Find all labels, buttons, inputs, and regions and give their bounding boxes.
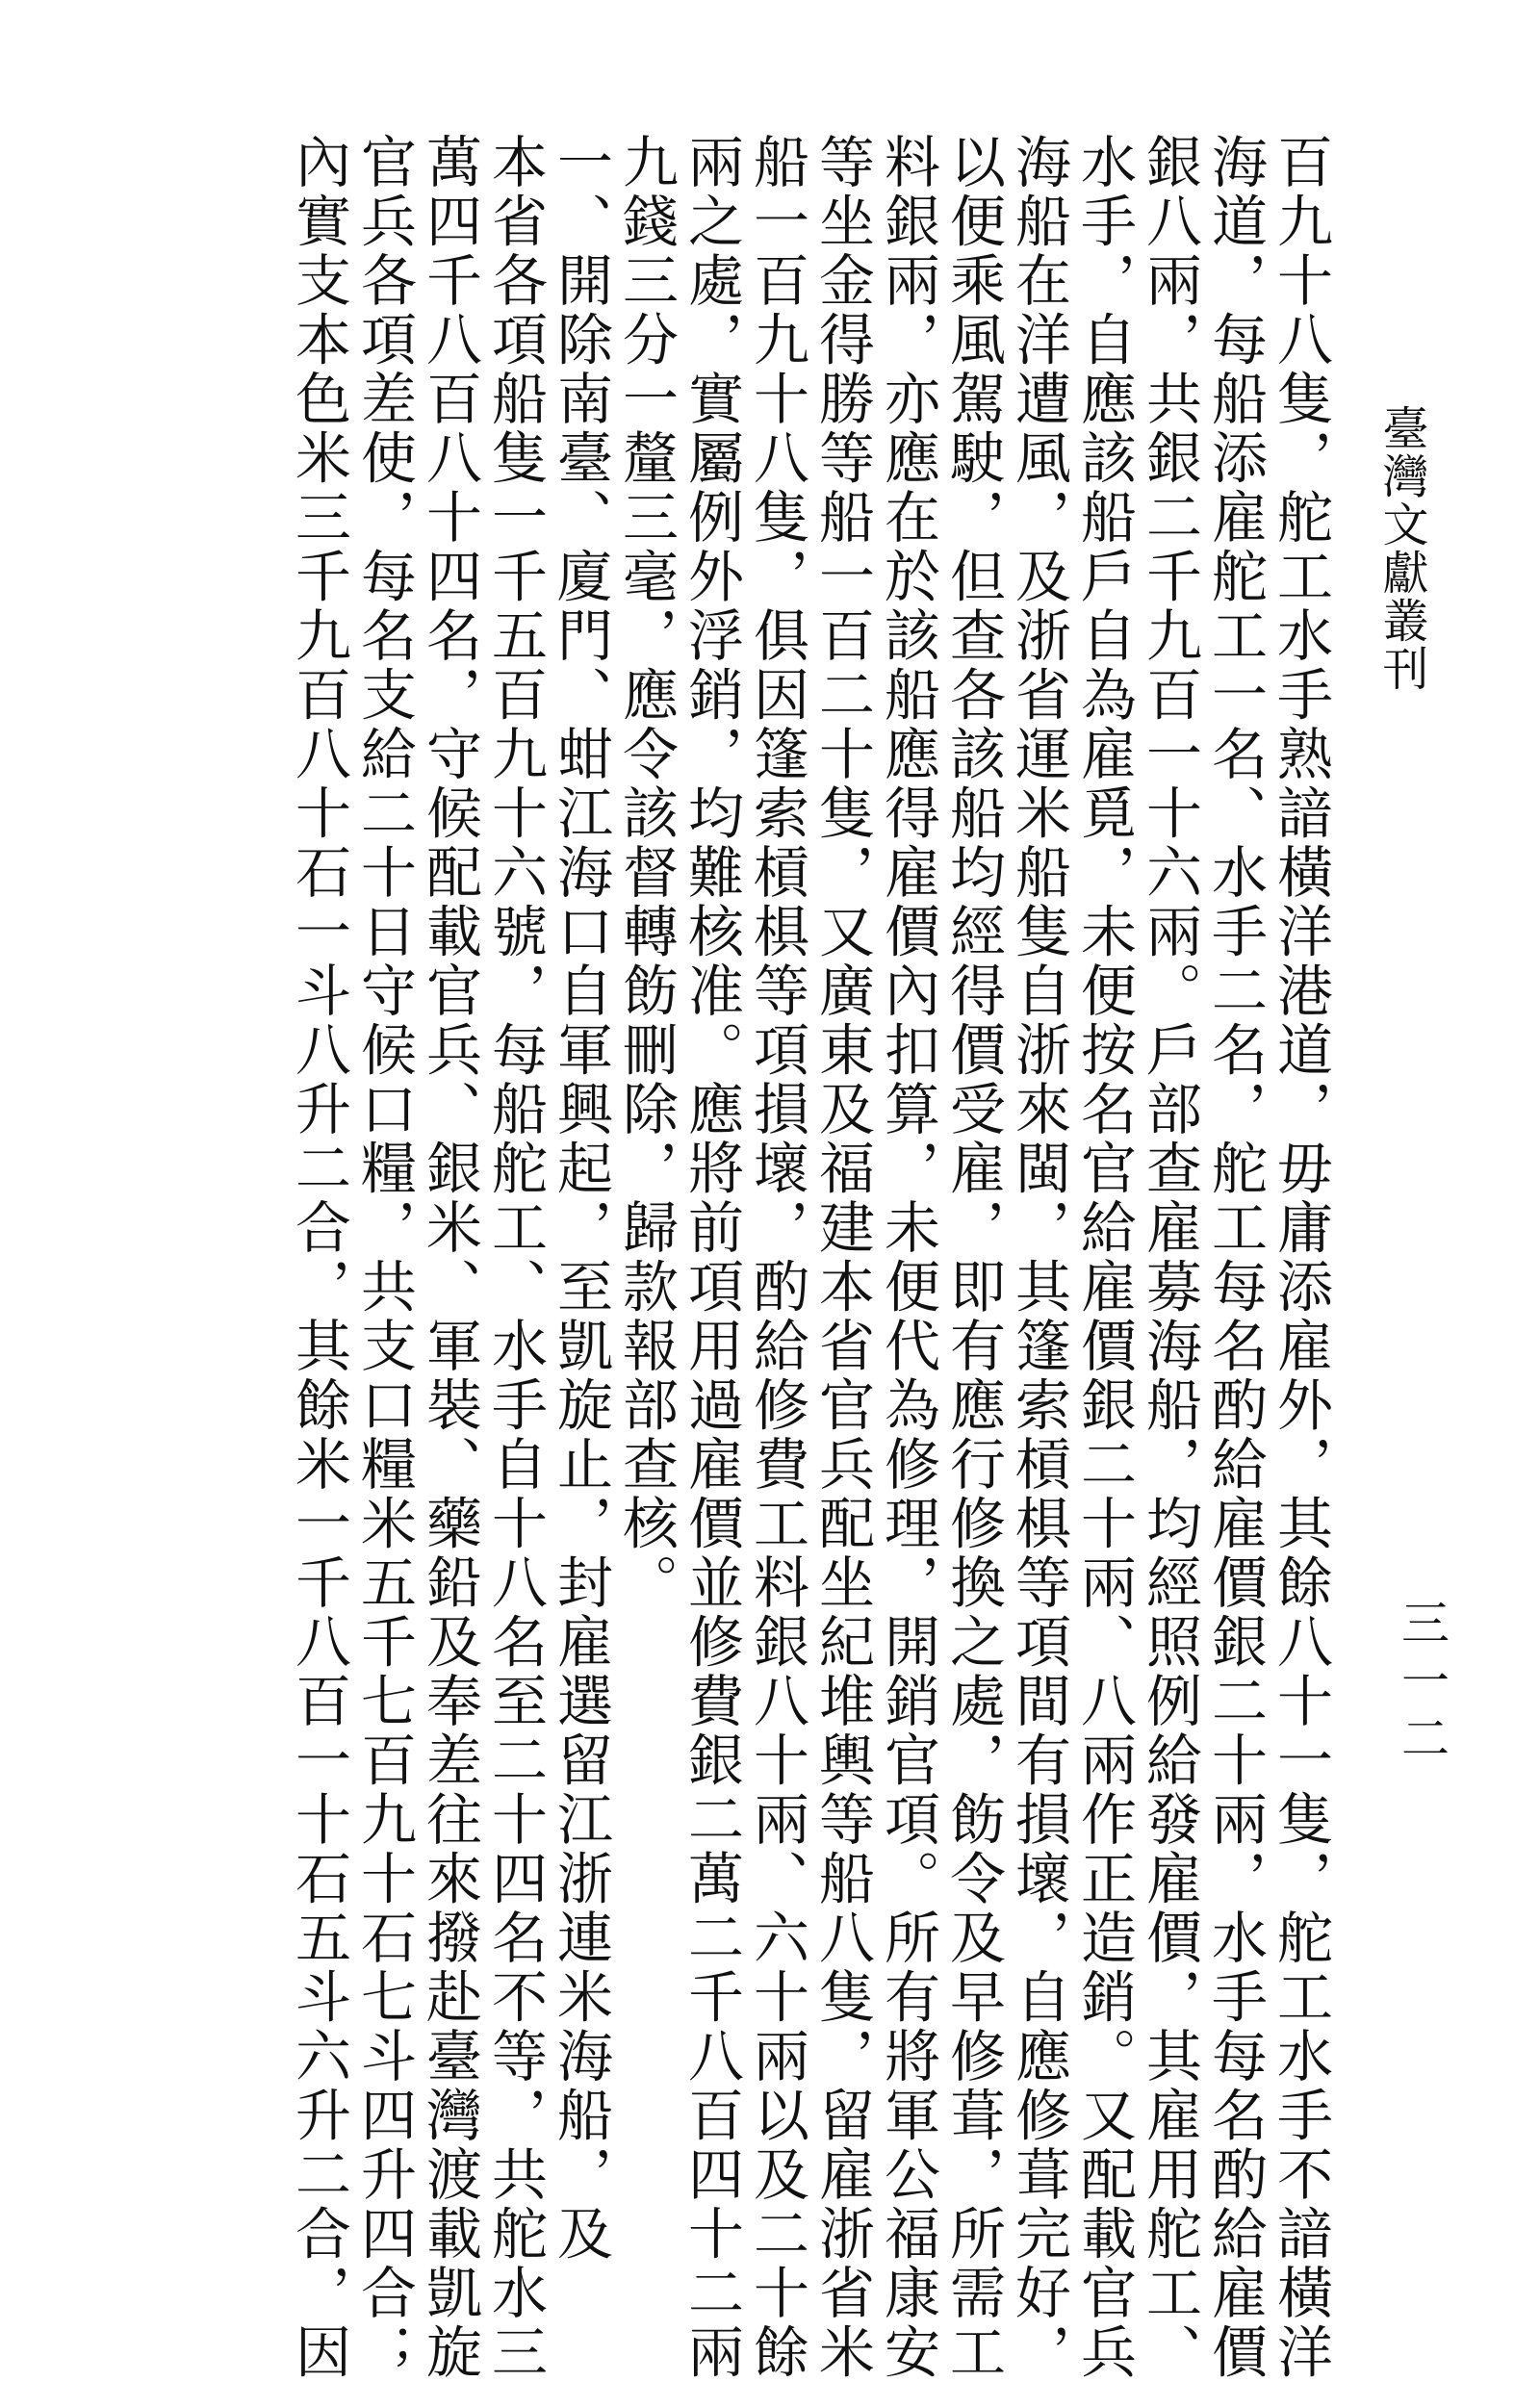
text-column-13: 本省各項船隻一千五百九十六號，每船舵工、水手自十八名至二十四名不等，共舵水三	[482, 133, 548, 2382]
text-column-16: 內實支本色米三千九百八十石一斗八升二合，其餘米一千八百一十石五斗六升二合，因	[286, 133, 351, 2382]
text-column-6: 以便乘風駕駛，但查各該船均經得價受雇，即有應行修換之處，飭令及早修葺，所需工	[940, 133, 1006, 2382]
text-column-9: 船一百九十八隻，俱因篷索槓椇等項損壞，酌給修費工料銀八十兩、六十兩以及二十餘	[744, 133, 809, 2382]
text-column-12: 一、開除南臺、廈門、蚶江海口自軍興起，至凱旋止，封雇選留江浙連米海船，及	[548, 133, 613, 2264]
text-column-1: 百九十八隻，舵工水手熟諳橫洋港道，毋庸添雇外，其餘八十一隻，舵工水手不諳橫洋	[1268, 133, 1333, 2382]
text-column-2: 海道，每船添雇舵工一名、水手二名，舵工每名酌給雇價銀二十兩，水手每名酌給雇價	[1202, 133, 1268, 2382]
text-column-4: 水手，自應該船戶自為雇覓，未便按名官給雇價銀二十兩、八兩作正造銷。又配載官兵	[1071, 133, 1137, 2382]
text-column-15: 官兵各項差使，每名支給二十日守候口糧，共支口糧米五千七百九十石七斗四升四合；	[351, 133, 417, 2382]
text-column-7: 料銀兩，亦應在於該船應得雇價內扣算，未便代為修理，開銷官項。所有將軍公福康安	[875, 133, 940, 2382]
text-column-14: 萬四千八百八十四名，守候配載官兵、銀米、軍裝、藥鉛及奉差往來撥赴臺灣渡載凱旋	[417, 133, 482, 2382]
text-column-11: 九錢三分一釐三毫，應令該督轉飭刪除，歸款報部查核。	[613, 133, 679, 1613]
text-column-3: 銀八兩，共銀二千九百一十六兩。戶部查雇募海船，均經照例給發雇價，其雇用舵工、	[1137, 133, 1202, 2382]
text-column-10: 兩之處，實屬例外浮銷，均難核准。應將前項用過雇價並修費銀二萬二千八百四十二兩	[679, 133, 744, 2382]
page-number: 三一二	[1394, 1598, 1450, 1771]
running-title: 臺灣文獻叢刊	[1374, 404, 1428, 693]
text-column-5: 海船在洋遭風，及浙省運米船隻自浙來閩，其篷索槓椇等項間有損壞，自應修葺完好，	[1006, 133, 1071, 2382]
text-column-8: 等坐金得勝等船一百二十隻，又廣東及福建本省官兵配坐紀堆輿等船八隻，留雇浙省米	[809, 133, 875, 2382]
